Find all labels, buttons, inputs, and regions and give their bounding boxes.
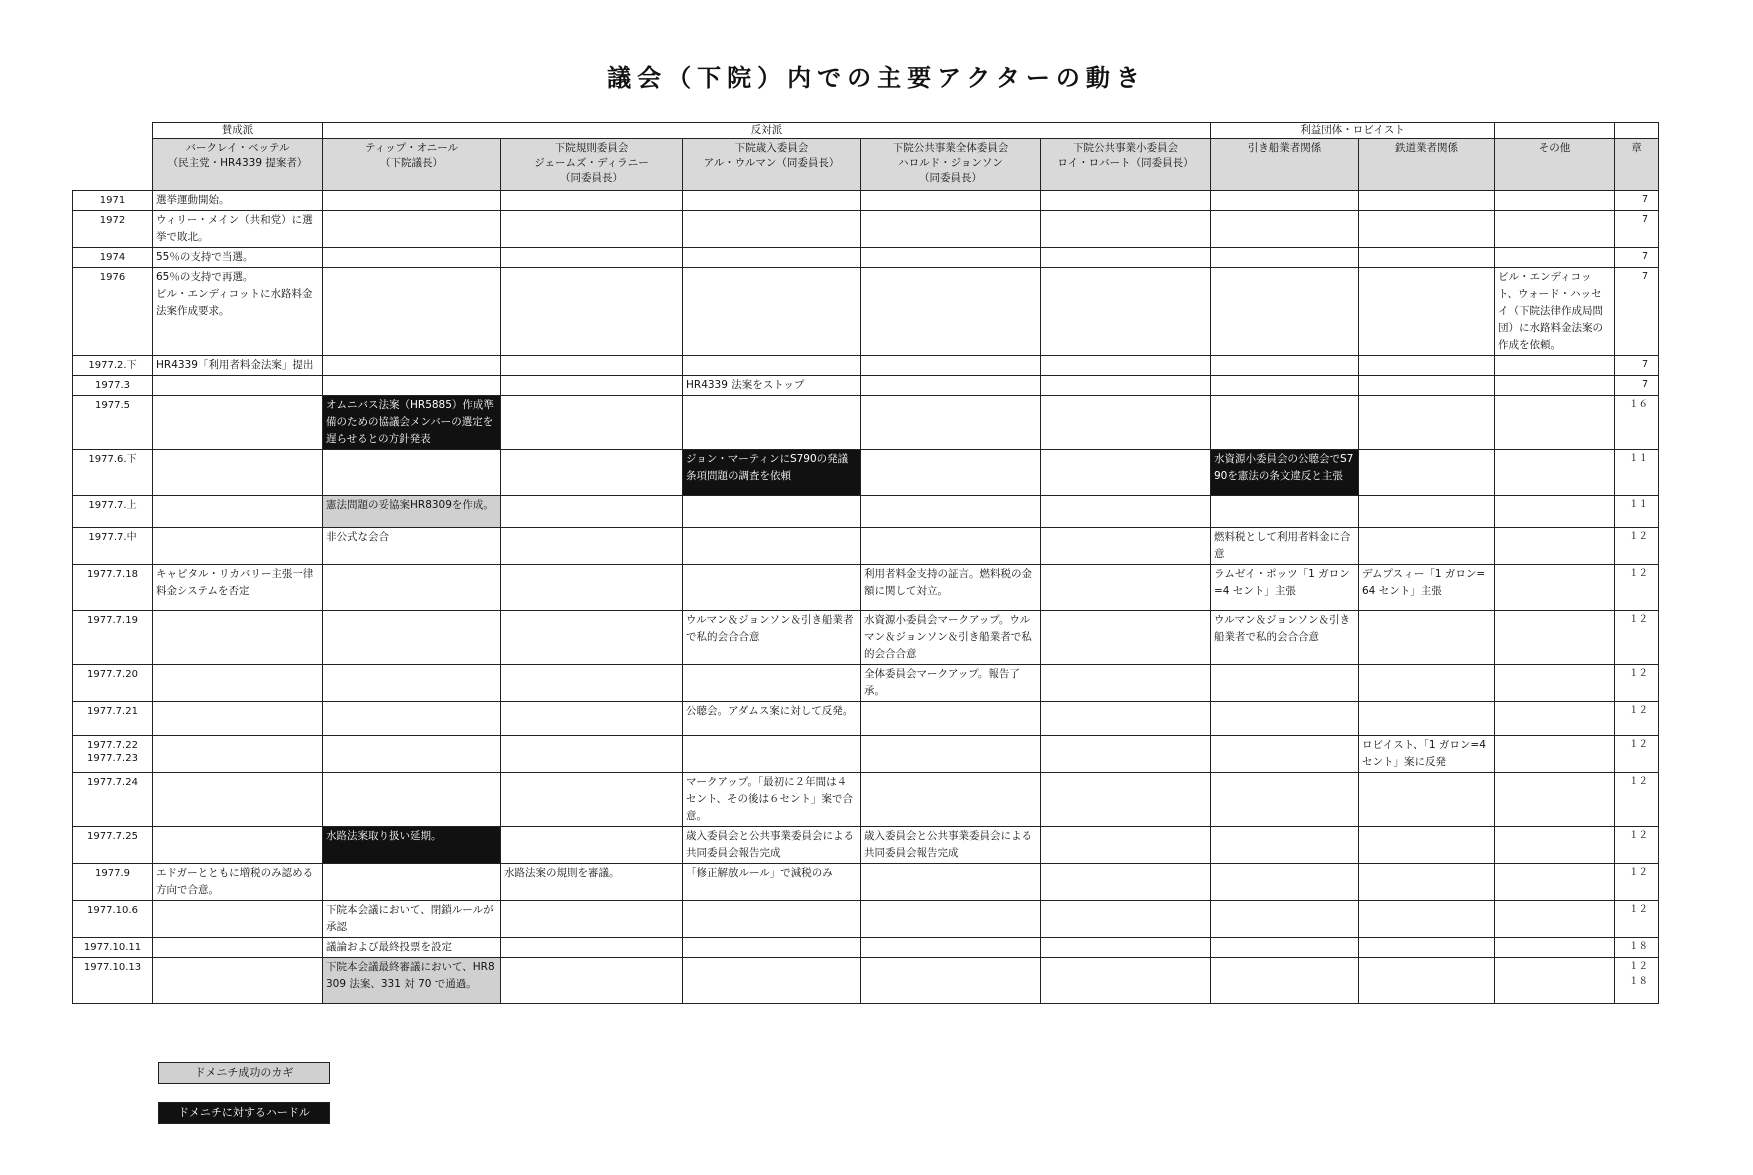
- event-cell: ラムゼイ・ポッツ「1 ガロン=4 セント」主張: [1211, 565, 1359, 611]
- event-cell: 全体委員会マークアップ。報告了承。: [861, 665, 1041, 702]
- event-cell: [323, 736, 501, 773]
- event-cell: [501, 901, 683, 938]
- event-cell: [1041, 496, 1211, 528]
- event-cell: [153, 396, 323, 450]
- event-cell: [1359, 356, 1495, 376]
- event-cell: 下院本会議最終審議において、HR8309 法案、331 対 70 で通過。: [323, 958, 501, 1004]
- row-date: 1974: [73, 248, 153, 268]
- event-cell: [1041, 736, 1211, 773]
- event-cell: 利用者料金支持の証言。燃料税の金額に関して対立。: [861, 565, 1041, 611]
- event-cell: [153, 450, 323, 496]
- event-cell: [1359, 450, 1495, 496]
- event-cell: [1359, 702, 1495, 736]
- row-date: 1977.5: [73, 396, 153, 450]
- event-cell: [1211, 901, 1359, 938]
- table-row: [73, 496, 1659, 528]
- row-date: 1971: [73, 191, 153, 211]
- event-cell: [1041, 938, 1211, 958]
- event-cell: [501, 376, 683, 396]
- event-cell: [323, 211, 501, 248]
- event-cell: オムニバス法案（HR5885）作成準備のための協議会メンバーの選定を遅らせるとの方針発表: [323, 396, 501, 450]
- event-cell: 水路法案の規則を審議。: [501, 864, 683, 901]
- event-cell: [1211, 938, 1359, 958]
- table-row: [73, 702, 1659, 736]
- event-cell: [323, 356, 501, 376]
- event-cell: [1359, 864, 1495, 901]
- event-cell: [861, 211, 1041, 248]
- chapter-number: １２: [1615, 565, 1659, 611]
- event-cell: 65％の支持で再選。 ビル・エンディコットに水路料金法案作成要求。: [153, 268, 323, 356]
- event-cell: [1359, 496, 1495, 528]
- chapter-number: １１: [1615, 450, 1659, 496]
- event-cell: [1211, 665, 1359, 702]
- chapter-number: 7: [1615, 268, 1659, 356]
- event-cell: [683, 901, 861, 938]
- table-row: [73, 376, 1659, 396]
- event-cell: [1359, 958, 1495, 1004]
- event-cell: ビル・エンディコット、ウォード・ハッセイ（下院法律作成局問団）に水路料金法案の作成を依頼。: [1495, 268, 1615, 356]
- event-cell: [323, 248, 501, 268]
- event-cell: 歳入委員会と公共事業委員会による共同委員会報告完成: [861, 827, 1041, 864]
- event-cell: [861, 356, 1041, 376]
- event-cell: [1041, 958, 1211, 1004]
- event-cell: [1041, 450, 1211, 496]
- table-row: [73, 565, 1659, 611]
- event-cell: [501, 528, 683, 565]
- event-cell: [501, 665, 683, 702]
- row-date: 1977.10.6: [73, 901, 153, 938]
- row-date: 1977.10.11: [73, 938, 153, 958]
- event-cell: [1495, 958, 1615, 1004]
- event-cell: [683, 736, 861, 773]
- event-cell: [1041, 773, 1211, 827]
- event-cell: [323, 773, 501, 827]
- event-cell: [501, 827, 683, 864]
- row-date: 1972: [73, 211, 153, 248]
- event-cell: 非公式な会合: [323, 528, 501, 565]
- event-cell: [1495, 496, 1615, 528]
- event-cell: [1211, 396, 1359, 450]
- event-cell: [501, 773, 683, 827]
- event-cell: [1041, 611, 1211, 665]
- event-cell: [1495, 528, 1615, 565]
- group-header-lobby: 利益団体・ロビイスト: [1211, 123, 1495, 139]
- row-date: 1977.3: [73, 376, 153, 396]
- event-cell: [1041, 356, 1211, 376]
- event-cell: [1211, 191, 1359, 211]
- column-header: 下院歳入委員会 アル・ウルマン（同委員長）: [683, 139, 861, 191]
- event-cell: [1041, 528, 1211, 565]
- event-cell: [153, 376, 323, 396]
- event-cell: [1211, 773, 1359, 827]
- event-cell: [683, 528, 861, 565]
- event-cell: [323, 376, 501, 396]
- event-cell: [1495, 191, 1615, 211]
- chapter-number: 7: [1615, 376, 1659, 396]
- table-row: [73, 248, 1659, 268]
- table-row: [73, 773, 1659, 827]
- table-row: [73, 356, 1659, 376]
- row-date: 1977.10.13: [73, 958, 153, 1004]
- event-cell: [1495, 396, 1615, 450]
- event-cell: [1495, 211, 1615, 248]
- event-cell: キャピタル・リカバリー主張一律料金システムを否定: [153, 565, 323, 611]
- row-date: 1977.2.下: [73, 356, 153, 376]
- page-title: 議会（下院）内での主要アクターの動き: [607, 64, 1146, 92]
- actor-timeline-table: [72, 122, 1659, 1004]
- chapter-number: １２: [1615, 864, 1659, 901]
- row-date: 1977.7.20: [73, 665, 153, 702]
- event-cell: [861, 496, 1041, 528]
- column-header: 下院公共事業小委員会 ロイ・ロバート（同委員長）: [1041, 139, 1211, 191]
- event-cell: ロビイスト、「1 ガロン=4 セント」案に反発: [1359, 736, 1495, 773]
- event-cell: [1041, 702, 1211, 736]
- event-cell: [323, 665, 501, 702]
- event-cell: エドガーとともに増税のみ認める方向で合意。: [153, 864, 323, 901]
- table-row: [73, 958, 1659, 1004]
- event-cell: [1495, 773, 1615, 827]
- event-cell: [1041, 827, 1211, 864]
- event-cell: [861, 528, 1041, 565]
- column-header: その他: [1495, 139, 1615, 191]
- event-cell: [1041, 396, 1211, 450]
- event-cell: [861, 938, 1041, 958]
- event-cell: [1041, 376, 1211, 396]
- chapter-number: 7: [1615, 248, 1659, 268]
- table-row: [73, 736, 1659, 773]
- table-row: [73, 396, 1659, 450]
- column-header: ティップ・オニール （下院議長）: [323, 139, 501, 191]
- event-cell: ウィリー・メイン（共和党）に選挙で敗北。: [153, 211, 323, 248]
- event-cell: [683, 396, 861, 450]
- legend-hurdle: ドメニチに対するハードル: [158, 1102, 330, 1124]
- event-cell: [1495, 450, 1615, 496]
- row-date: 1977.7.25: [73, 827, 153, 864]
- event-cell: 水資源小委員会の公聴会でS790を憲法の条文違反と主張: [1211, 450, 1359, 496]
- chapter-number: １２: [1615, 611, 1659, 665]
- event-cell: [501, 396, 683, 450]
- legend-success-key: ドメニチ成功のカギ: [158, 1062, 330, 1084]
- event-cell: [1359, 901, 1495, 938]
- event-cell: [1041, 268, 1211, 356]
- event-cell: [501, 496, 683, 528]
- chapter-number: １２: [1615, 901, 1659, 938]
- column-header: 章: [1615, 139, 1659, 191]
- event-cell: ウルマン＆ジョンソン＆引き船業者で私的会合合意: [1211, 611, 1359, 665]
- event-cell: [501, 938, 683, 958]
- event-cell: [501, 611, 683, 665]
- row-date: 1977.7.19: [73, 611, 153, 665]
- event-cell: [323, 864, 501, 901]
- chapter-number: １２: [1615, 827, 1659, 864]
- event-cell: [1041, 191, 1211, 211]
- chapter-number: １８: [1615, 938, 1659, 958]
- event-cell: [153, 901, 323, 938]
- event-cell: [861, 450, 1041, 496]
- chapter-number: １２: [1615, 773, 1659, 827]
- event-cell: ウルマン＆ジョンソン＆引き船業者で私的会合合意: [683, 611, 861, 665]
- event-cell: [1359, 396, 1495, 450]
- event-cell: [323, 191, 501, 211]
- event-cell: [1495, 376, 1615, 396]
- table-row: [73, 528, 1659, 565]
- row-date: 1977.7.18: [73, 565, 153, 611]
- event-cell: [1495, 736, 1615, 773]
- event-cell: [1359, 211, 1495, 248]
- event-cell: [1211, 702, 1359, 736]
- event-cell: [153, 827, 323, 864]
- event-cell: [501, 211, 683, 248]
- group-header-pro: 賛成派: [153, 123, 323, 139]
- event-cell: [861, 248, 1041, 268]
- event-cell: HR4339「利用者料金法案」提出: [153, 356, 323, 376]
- event-cell: [1495, 901, 1615, 938]
- event-cell: [323, 268, 501, 356]
- row-date: 1976: [73, 268, 153, 356]
- event-cell: 選挙運動開始。: [153, 191, 323, 211]
- event-cell: [1495, 827, 1615, 864]
- event-cell: [501, 958, 683, 1004]
- event-cell: マークアップ。「最初に２年間は４セント、その後は６セント」案で合意。: [683, 773, 861, 827]
- event-cell: [861, 864, 1041, 901]
- event-cell: [501, 702, 683, 736]
- chapter-number: １２: [1615, 702, 1659, 736]
- table-row: [73, 268, 1659, 356]
- event-cell: [1495, 864, 1615, 901]
- event-cell: [861, 901, 1041, 938]
- chapter-number: １２ １８: [1615, 958, 1659, 1004]
- table-row: [73, 827, 1659, 864]
- event-cell: [1211, 376, 1359, 396]
- chapter-number: 7: [1615, 191, 1659, 211]
- event-cell: [153, 958, 323, 1004]
- row-date: 1977.7.中: [73, 528, 153, 565]
- table-row: [73, 665, 1659, 702]
- chapter-number: １２: [1615, 736, 1659, 773]
- event-cell: 55％の支持で当選。: [153, 248, 323, 268]
- event-cell: [1495, 565, 1615, 611]
- event-cell: [153, 702, 323, 736]
- event-cell: デムプスィー「1 ガロン=64 セント」主張: [1359, 565, 1495, 611]
- table-row: [73, 191, 1659, 211]
- event-cell: 下院本会議において、閉鎖ルールが承認: [323, 901, 501, 938]
- event-cell: [1211, 268, 1359, 356]
- event-cell: [153, 773, 323, 827]
- event-cell: [1359, 191, 1495, 211]
- event-cell: [501, 248, 683, 268]
- event-cell: [1211, 211, 1359, 248]
- event-cell: 燃料税として利用者料金に合意: [1211, 528, 1359, 565]
- event-cell: [683, 191, 861, 211]
- event-cell: [683, 665, 861, 702]
- event-cell: [1495, 248, 1615, 268]
- column-header: 鉄道業者関係: [1359, 139, 1495, 191]
- event-cell: ジョン・マーティンにS790の発議条項問題の調査を依頼: [683, 450, 861, 496]
- event-cell: 憲法問題の妥協案HR8309を作成。: [323, 496, 501, 528]
- event-cell: [683, 958, 861, 1004]
- event-cell: [683, 268, 861, 356]
- event-cell: [323, 565, 501, 611]
- row-date: 1977.6.下: [73, 450, 153, 496]
- event-cell: HR4339 法案をストップ: [683, 376, 861, 396]
- event-cell: 「修正解放ルール」で減税のみ: [683, 864, 861, 901]
- event-cell: [501, 191, 683, 211]
- event-cell: [501, 450, 683, 496]
- event-cell: [1211, 356, 1359, 376]
- table-row: [73, 450, 1659, 496]
- event-cell: [861, 958, 1041, 1004]
- event-cell: 水資源小委員会マークアップ。ウルマン＆ジョンソン＆引き船業者で私的会合合意: [861, 611, 1041, 665]
- row-date: 1977.7.上: [73, 496, 153, 528]
- event-cell: [1359, 376, 1495, 396]
- table-row: [73, 864, 1659, 901]
- event-cell: [683, 496, 861, 528]
- event-cell: 水路法案取り扱い延期。: [323, 827, 501, 864]
- table-row: [73, 901, 1659, 938]
- event-cell: [861, 396, 1041, 450]
- event-cell: [153, 611, 323, 665]
- row-date: 1977.7.22 1977.7.23: [73, 736, 153, 773]
- event-cell: [501, 565, 683, 611]
- chapter-number: １２: [1615, 665, 1659, 702]
- event-cell: [861, 191, 1041, 211]
- event-cell: [1359, 665, 1495, 702]
- event-cell: [1359, 938, 1495, 958]
- event-cell: [1359, 268, 1495, 356]
- event-cell: [861, 736, 1041, 773]
- event-cell: [1495, 356, 1615, 376]
- event-cell: [1041, 211, 1211, 248]
- event-cell: [1359, 827, 1495, 864]
- event-cell: [1211, 496, 1359, 528]
- event-cell: [683, 211, 861, 248]
- event-cell: [323, 611, 501, 665]
- event-cell: [323, 450, 501, 496]
- column-header: 下院規則委員会 ジェームズ・ディラニー （同委員長）: [501, 139, 683, 191]
- event-cell: [1211, 827, 1359, 864]
- event-cell: [501, 736, 683, 773]
- group-header-con: 反対派: [323, 123, 1211, 139]
- event-cell: [323, 702, 501, 736]
- event-cell: [683, 356, 861, 376]
- event-cell: [153, 665, 323, 702]
- event-cell: [1041, 901, 1211, 938]
- column-header: 引き船業者関係: [1211, 139, 1359, 191]
- event-cell: [1495, 611, 1615, 665]
- event-cell: 議論および最終投票を設定: [323, 938, 501, 958]
- chapter-number: 7: [1615, 211, 1659, 248]
- event-cell: [861, 376, 1041, 396]
- event-cell: [153, 736, 323, 773]
- event-cell: [153, 528, 323, 565]
- column-header: 下院公共事業全体委員会 ハロルド・ジョンソン （同委員長）: [861, 139, 1041, 191]
- event-cell: [1359, 773, 1495, 827]
- event-cell: [1359, 248, 1495, 268]
- chapter-number: １１: [1615, 496, 1659, 528]
- event-cell: 公聴会。アダムス案に対して反発。: [683, 702, 861, 736]
- event-cell: [1041, 665, 1211, 702]
- table-row: [73, 211, 1659, 248]
- event-cell: [1359, 528, 1495, 565]
- table-row: [73, 611, 1659, 665]
- event-cell: [1495, 665, 1615, 702]
- table-row: [73, 938, 1659, 958]
- event-cell: [861, 268, 1041, 356]
- event-cell: [153, 496, 323, 528]
- event-cell: [1041, 248, 1211, 268]
- chapter-number: １２: [1615, 528, 1659, 565]
- chapter-number: 7: [1615, 356, 1659, 376]
- row-date: 1977.7.24: [73, 773, 153, 827]
- event-cell: [1211, 864, 1359, 901]
- event-cell: [1211, 248, 1359, 268]
- event-cell: [1041, 864, 1211, 901]
- event-cell: [1211, 736, 1359, 773]
- event-cell: [501, 268, 683, 356]
- event-cell: [1495, 702, 1615, 736]
- event-cell: [683, 565, 861, 611]
- event-cell: [1211, 958, 1359, 1004]
- event-cell: [1041, 565, 1211, 611]
- row-date: 1977.7.21: [73, 702, 153, 736]
- event-cell: [861, 702, 1041, 736]
- event-cell: [1495, 938, 1615, 958]
- event-cell: [1359, 611, 1495, 665]
- event-cell: [153, 938, 323, 958]
- event-cell: [501, 356, 683, 376]
- column-header: バークレイ・ベッテル （民主党・HR4339 提案者）: [153, 139, 323, 191]
- event-cell: [683, 248, 861, 268]
- event-cell: [683, 938, 861, 958]
- row-date: 1977.9: [73, 864, 153, 901]
- event-cell: 歳入委員会と公共事業委員会による共同委員会報告完成: [683, 827, 861, 864]
- chapter-number: １６: [1615, 396, 1659, 450]
- event-cell: [861, 773, 1041, 827]
